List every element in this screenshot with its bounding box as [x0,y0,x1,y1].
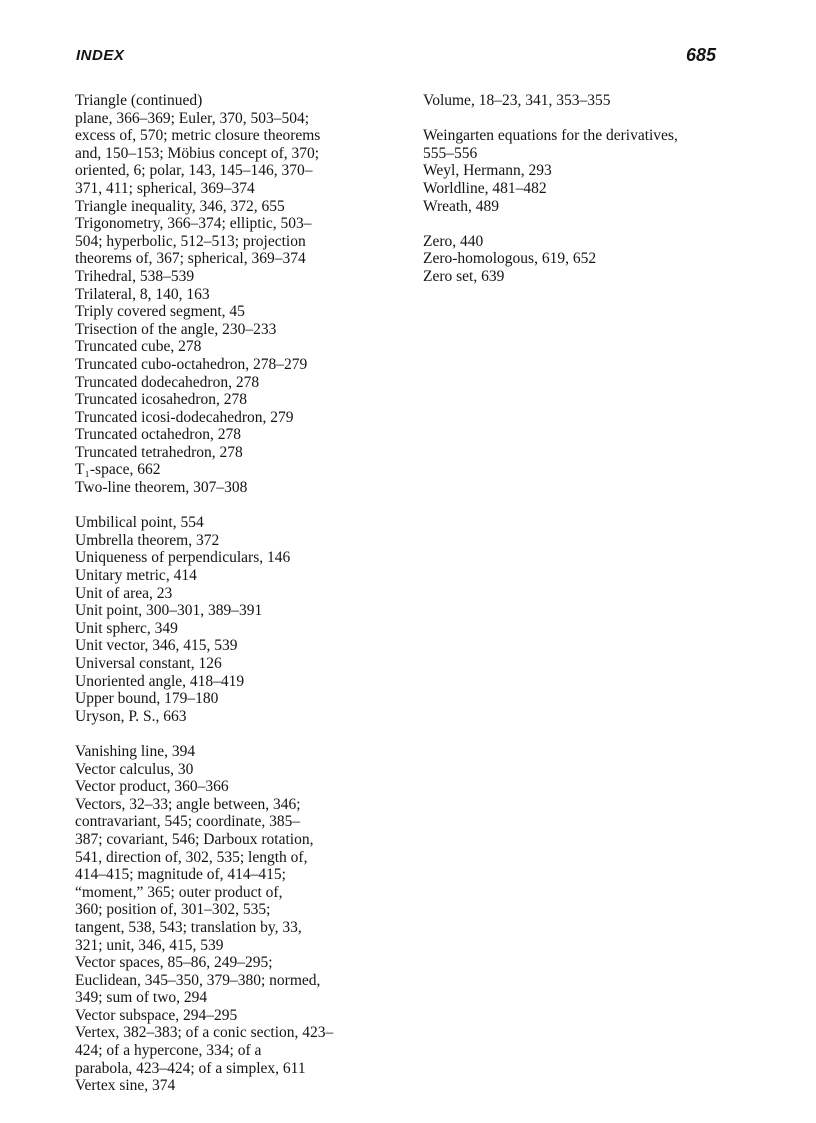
index-column-right [423,92,753,286]
index-entry-line: Trilateral, 8, 140, 163 [75,285,210,303]
index-entry [75,1024,405,1077]
index-entry [75,655,405,673]
index-entry-line: Unit spherc, 349 [75,619,178,637]
index-entry-line: Upper bound, 179–180 [75,690,219,708]
index-entry [75,514,405,532]
index-entry [75,743,405,761]
index-entry [75,409,405,427]
index-entry [75,321,405,339]
index-entry [75,286,405,304]
section-spacer [423,215,753,233]
index-entry-line: Unitary metric, 414 [75,567,197,585]
index-entry [75,92,405,198]
index-entry-line: Vectors, 32–33; angle between, 346; [75,795,301,813]
index-entry-line: 360; position of, 301–302, 535; [75,901,271,919]
index-entry-line: Truncated octahedron, 278 [75,426,242,444]
index-entry-line: contravariant, 545; coordinate, 385– [75,813,301,831]
index-entry-line: Truncated dodecahedron, 278 [75,373,260,391]
index-entry-line: Vector spaces, 85–86, 249–295; [75,954,273,972]
index-entry [75,356,405,374]
index-entry-line: Universal constant, 126 [75,655,222,672]
index-entry [75,426,405,444]
index-entry-line: Unit point, 300–301, 389–391 [75,602,263,620]
index-entry-line: Vertex, 382–383; of a conic section, 423– [75,1024,334,1042]
index-entry-line: Truncated icosi-dodecahedron, 279 [75,408,294,426]
index-entry-line: Two-line theorem, 307–308 [75,479,248,497]
index-entry [75,268,405,286]
index-entry-line: Vanishing line, 394 [75,742,196,760]
index-entry-line: tangent, 538, 543; translation by, 33, [75,918,302,936]
index-entry [75,461,405,479]
index-entry-line: 424; of a hypercone, 334; of a [75,1042,262,1060]
index-entry-line: 371, 411; spherical, 369–374 [75,179,255,197]
index-entry [75,338,405,356]
index-entry-line: Trisection of the angle, 230–233 [75,320,277,338]
index-entry-line: Wreath, 489 [423,197,499,215]
index-entry-line: Triangle inequality, 346, 372, 655 [75,197,285,215]
index-entry-line: 321; unit, 346, 415, 539 [75,936,224,954]
index-entry [423,162,753,180]
index-entry [75,479,405,497]
index-entry-line: oriented, 6; polar, 143, 145–146, 370– [75,162,313,180]
index-entry [75,549,405,567]
section-spacer [423,110,753,128]
page-number: 685 [686,45,717,65]
index-entry [75,761,405,779]
index-entry-line: theorems of, 367; spherical, 369–374 [75,250,306,268]
index-entry [75,215,405,268]
index-entry-line: 555–556 [423,144,478,162]
index-entry-line: Vector product, 360–366 [75,778,229,796]
index-entry [75,444,405,462]
index-entry-line: Uniqueness of perpendiculars, 146 [75,549,291,567]
index-entry-line: Worldline, 481–482 [423,179,547,197]
index-entry-line: 349; sum of two, 294 [75,989,208,1007]
index-entry [423,250,753,268]
index-entry-line: Unit of area, 23 [75,584,173,602]
index-entry-line: 414–415; magnitude of, 414–415; [75,866,286,884]
index-entry-line: plane, 366–369; Euler, 370, 503–504; [75,109,309,127]
index-entry-line: excess of, 570; metric closure theorems [75,127,321,145]
index-entry [75,1077,405,1095]
index-entry [75,374,405,392]
index-entry [75,778,405,796]
index-entry [423,127,753,162]
index-entry [75,637,405,655]
index-entry [75,602,405,620]
index-entry-line: parabola, 423–424; of a simplex, 611 [75,1059,306,1077]
index-entry [75,1007,405,1025]
index-entry-line: Truncated cubo-octahedron, 278–279 [75,355,308,373]
index-entry-line: Vector calculus, 30 [75,760,194,778]
index-entry [75,954,405,1007]
index-entry-line: and, 150–153; Möbius concept of, 370; [75,144,320,162]
index-entry [423,180,753,198]
index-entry-line: T₁-space, 662 [75,461,161,479]
index-entry [423,198,753,216]
index-entry-line: Triangle (continued) [75,92,203,109]
index-entry-line: Weingarten equations for the derivatives, [423,127,678,145]
index-entry-line: Unoriented angle, 418–419 [75,672,245,690]
index-entry [75,796,405,954]
index-entry [75,391,405,409]
index-entry-line: Unit vector, 346, 415, 539 [75,637,238,655]
index-entry-line: Truncated icosahedron, 278 [75,391,248,409]
index-entry-line: Vertex sine, 374 [75,1077,176,1095]
index-entry [75,585,405,603]
index-entry [75,567,405,585]
index-entry-line: Umbilical point, 554 [75,514,204,532]
index-entry-line: 541, direction of, 302, 535; length of, [75,848,308,866]
index-entry-line: Umbrella theorem, 372 [75,531,220,549]
index-entry [423,268,753,286]
index-entry [75,673,405,691]
index-entry [75,620,405,638]
index-entry-line: Triply covered segment, 45 [75,303,245,321]
index-entry [75,198,405,216]
section-spacer [75,725,405,743]
index-entry [75,690,405,708]
index-entry-line: Weyl, Hermann, 293 [423,162,552,180]
section-spacer [75,497,405,515]
index-entry-line: Zero, 440 [423,232,484,250]
index-entry-line: Trihedral, 538–539 [75,267,195,285]
index-entry-line: Volume, 18–23, 341, 353–355 [423,92,611,109]
index-entry-line: 504; hyperbolic, 512–513; projection [75,232,306,250]
index-entry-line: Truncated cube, 278 [75,338,202,356]
index-entry [423,233,753,251]
index-entry-line: Truncated tetrahedron, 278 [75,443,243,461]
index-entry-line: Vector subspace, 294–295 [75,1006,238,1024]
index-entry [75,532,405,550]
index-entry-line: 387; covariant, 546; Darboux rotation, [75,830,314,848]
index-entry-line: Zero set, 639 [423,267,505,285]
index-entry-line: Zero-homologous, 619, 652 [423,250,597,268]
running-head: INDEX [76,47,125,64]
index-entry-line: Trigonometry, 366–374; elliptic, 503– [75,215,312,233]
index-entry [75,303,405,321]
index-entry [423,92,753,110]
index-entry-line: Euclidean, 345–350, 379–380; normed, [75,971,321,989]
index-entry [75,708,405,726]
index-entry-line: “moment,” 365; outer product of, [75,883,283,901]
page-header [0,0,816,80]
index-entry-line: Uryson, P. S., 663 [75,707,187,725]
index-column-left [75,92,405,1095]
